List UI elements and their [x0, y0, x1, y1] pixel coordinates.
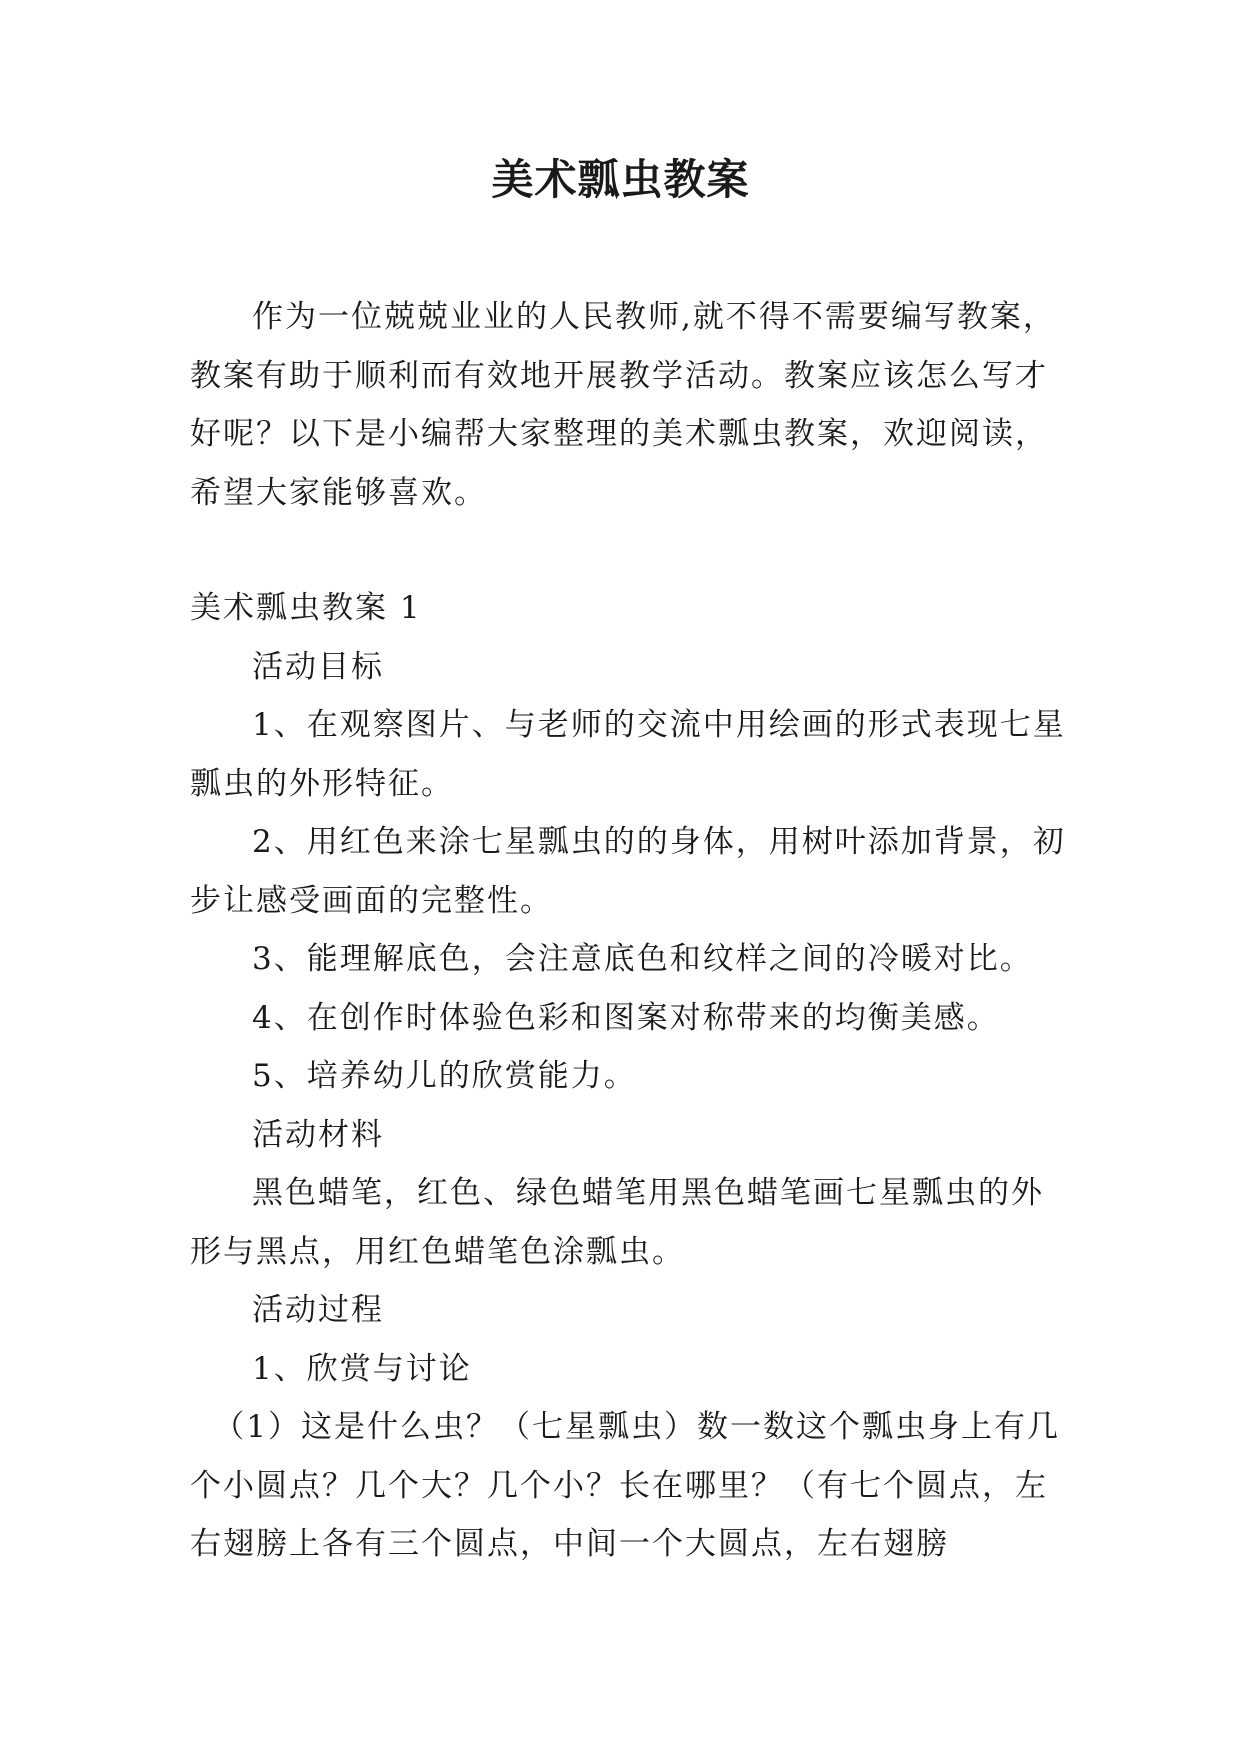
goal-item-2: 2、用红色来涂七星瓢虫的的身体，用树叶添加背景，初步让感受画面的完整性。: [190, 824, 1066, 919]
section-heading: 美术瓢虫教案 1: [190, 590, 422, 626]
process-heading: 活动过程: [252, 1292, 384, 1328]
materials-paragraph: 黑色蜡笔，红色、绿色蜡笔用黑色蜡笔画七星瓢虫的外形与黑点，用红色蜡笔色涂瓢虫。: [190, 1175, 1044, 1270]
goal-item-3: 3、能理解底色，会注意底色和纹样之间的冷暖对比。: [252, 941, 1033, 977]
intro-paragraph: 作为一位兢兢业业的人民教师,就不得不需要编写教案，教案有助于顺利而有效地开展教学活动。教案应该怎么写才好呢？以下是小编帮大家整理的美术瓢虫教案，欢迎阅读，希望大家能够喜欢。: [190, 299, 1056, 511]
document-title: 美术瓢虫教案: [491, 155, 750, 204]
intro-block: [190, 288, 1070, 522]
process-step-1: 1、欣赏与讨论: [252, 1350, 472, 1387]
goal-item-5: 5、培养幼儿的欣赏能力。: [252, 1058, 637, 1094]
lesson-plan-body: [190, 579, 1070, 1574]
goal-item-4: 4、在创作时体验色彩和图案对称带来的均衡美感。: [252, 999, 1000, 1036]
materials-heading: 活动材料: [252, 1116, 384, 1153]
goals-heading: 活动目标: [252, 648, 384, 685]
goal-item-1: 1、在观察图片、与老师的交流中用绘画的形式表现七星瓢虫的外形特征。: [190, 707, 1066, 802]
process-step-1-question: （1）这是什么虫？（七星瓢虫）数一数这个瓢虫身上有几个小圆点？几个大？几个小？长在哪里？（有七个圆点，左右翅膀上各有三个圆点，中间一个大圆点，左右翅膀: [190, 1409, 1060, 1562]
